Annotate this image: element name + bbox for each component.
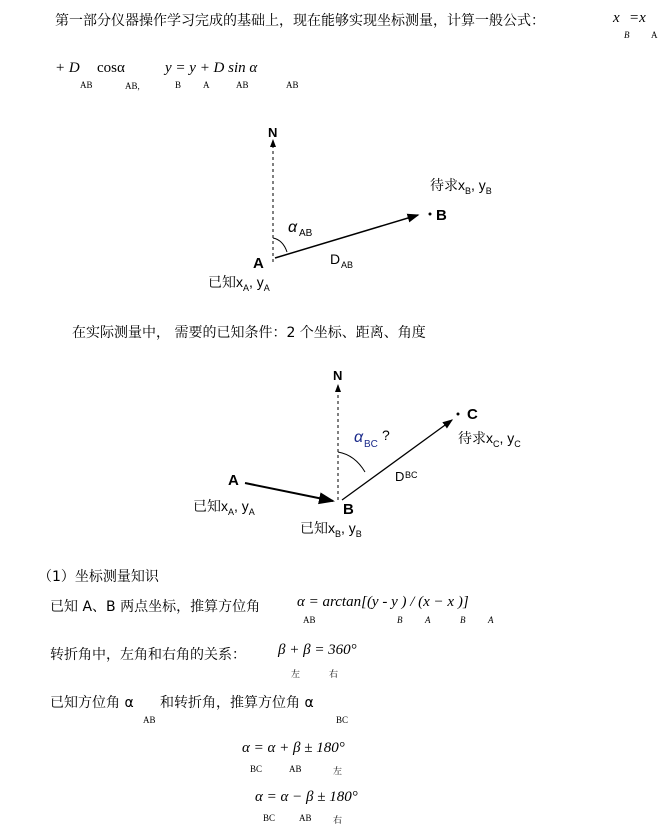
sub: 左: [291, 669, 301, 679]
sub: B: [624, 30, 630, 40]
sub: 左: [333, 766, 343, 776]
known-b-label: 已知$x_B$, $y_B$: [300, 520, 362, 539]
question-mark: ?: [382, 427, 390, 443]
alpha-sub: BC: [364, 439, 378, 450]
intro-text: 第一部分仪器操作学习完成的基础上，现在能够实现坐标测量，计算一般公式：: [55, 13, 545, 29]
diagram-2: [193, 368, 521, 539]
point-c: [457, 413, 460, 416]
sub: B: [460, 615, 466, 625]
known-label: 已知$x_A$, $y_A$: [208, 274, 270, 293]
sub: AB: [143, 715, 156, 725]
point-a-label: A: [228, 472, 239, 489]
sub: BC: [263, 813, 276, 823]
section-title: （1）坐标测量知识: [38, 569, 159, 585]
north-label: N: [268, 125, 278, 140]
sub: B: [175, 80, 182, 90]
equation-left-angle: α = α + β ± 180°: [242, 740, 345, 756]
line3-text2: 和转折角，推算方位角 α: [160, 695, 314, 711]
point-a-label: A: [253, 255, 264, 272]
line1-text: 已知 A、B 两点坐标，推算方位角: [50, 599, 261, 615]
sub: BC: [336, 715, 349, 725]
point-b-label: B: [436, 207, 447, 224]
sub: AB: [289, 764, 302, 774]
sub: AB: [80, 80, 93, 90]
angle-arc: [273, 238, 287, 252]
line3-text1: 已知方位角 α: [50, 695, 134, 711]
line2-text: 转折角中，左角和右角的关系：: [50, 647, 246, 663]
known-a-label: 已知$x_A$, $y_A$: [193, 498, 255, 517]
sub: AB: [286, 80, 299, 90]
distance-sub: AB: [341, 260, 354, 270]
formula-eq: =x: [629, 10, 646, 26]
alpha-label: α: [354, 429, 364, 446]
unknown-label: 待求$x_B$, $y_B$: [430, 177, 492, 196]
line1-formula: α = arctan[(y - y ) / (x − x )]: [297, 594, 469, 610]
diagram-1: [208, 125, 492, 293]
condition-text: 在实际测量中， 需要的已知条件：2 个坐标、距离、角度: [72, 325, 426, 341]
sub: 右: [329, 669, 339, 679]
point-c-label: C: [467, 406, 478, 423]
distance-label: D: [330, 251, 341, 267]
sub: AB: [303, 615, 316, 625]
sub: B: [397, 615, 403, 625]
sub: A: [651, 30, 658, 40]
formula-plus-d: + D: [55, 60, 80, 76]
formula-y: y = y + D sin α: [165, 60, 258, 76]
point-b-label: B: [343, 501, 354, 518]
ab-line: [245, 483, 333, 501]
point-b: [429, 213, 432, 216]
formula-cos: cosα: [97, 60, 125, 76]
formula-xb: x: [613, 10, 620, 26]
sub: AB,: [125, 81, 140, 91]
angle-arc: [338, 452, 365, 472]
sub: BC: [250, 764, 263, 774]
distance-label: D: [395, 469, 405, 484]
sub: AB: [236, 80, 249, 90]
sub: A: [425, 615, 431, 625]
north-label: N: [333, 368, 343, 383]
line2-formula: β + β = 360°: [278, 642, 357, 658]
equation-right-angle: α = α − β ± 180°: [255, 789, 358, 805]
alpha-sub: AB: [299, 228, 313, 239]
distance-sub: BC: [405, 470, 418, 480]
alpha-label: α: [288, 219, 298, 236]
sub: A: [488, 615, 494, 625]
sub: A: [203, 80, 210, 90]
sub: 右: [333, 815, 343, 825]
sub: AB: [299, 813, 312, 823]
unknown-label: 待求$x_C$, $y_C$: [458, 430, 521, 449]
